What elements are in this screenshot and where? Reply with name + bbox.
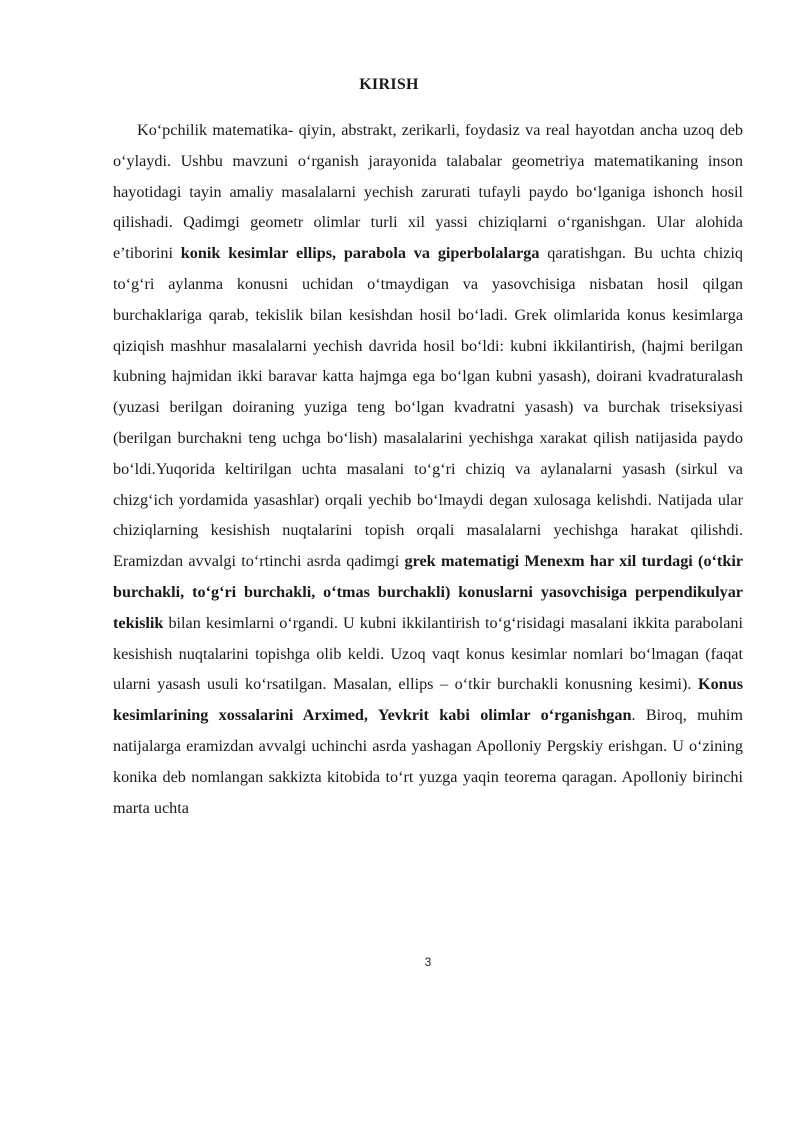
bold-text-run: konik kesimlar ellips, parabola va giperbolalarga: [180, 244, 540, 263]
text-run: qaratishgan. Bu uchta chiziq to‘g‘ri aylanma konusni uchidan o‘tmaydigan va yasovchisiga nisbatan hosil qilgan burchaklariga qarab, tekislik bilan kesishdan hosil bo‘ladi. Grek olimlarida konus kesimlarga qiziqish mashhur masalalarni yechish davrida hosil bo‘ldi: kubni ikkilantirish, (hajmi berilgan kubning hajmidan ikki baravar katta hajmga ega bo‘lgan kubni yasash), doirani kvadraturalash (yuzasi berilgan doiraning yuziga teng bo‘lgan kvadratni yasash) va burchak triseksiyasi (berilgan burchakni teng uchga bo‘lish) masalalarini yechishga xarakat qilish natijasida paydo bo‘ldi.Yuqorida keltirilgan uchta masalani to‘g‘ri chiziq va aylanalarni yasash (sirkul va chizg‘ich yordamida yasashlar) orqali yechib bo‘lmaydi degan xulosaga kelishdi. Natijada ular chiziqlarning kesishish nuqtalarini topish orqali masalalarni yechishga harakat qilishdi. Eramizdan avvalgi to‘rtinchi asrda qadimgi: [113, 244, 743, 571]
section-title: KIRISH: [359, 76, 419, 93]
body-paragraph: [113, 115, 743, 823]
bold-text-run: Konus kesimlarining xossalarini Arximed, Yevkrit kabi olimlar o‘rganishgan: [113, 675, 743, 725]
text-run: Ko‘pchilik matematika- qiyin, abstrakt, zerikarli, foydasiz va real hayotdan ancha uzoq deb o‘ylaydi. Ushbu mavzuni o‘rganish jarayonida talabalar geometriya matematikaning inson hayotidagi tayin amaliy masalalarni yechish zarurati tufayli paydo bo‘lganiga ishonch hosil qilishadi. Qadimgi geometr olimlar turli xil yassi chiziqlarni o‘rganishgan. Ular alohida e’tiborini: [113, 121, 743, 263]
text-run: . Biroq, muhim natijalarga eramizdan avvalgi uchinchi asrda yashagan Apolloniy Pergskiy erishgan. U o‘zining konika deb nomlangan sakkizta kitobida to‘rt yuzga yaqin teorema qaragan. Apolloniy birinchi marta uchta: [113, 706, 743, 817]
bold-text-run: grek matematigi Menexm har xil turdagi (o‘tkir burchakli, to‘g‘ri burchakli, o‘tmas burchakli) konuslarni yasovchisiga perpendikulyar tekislik: [113, 552, 743, 632]
page-number: 3: [424, 955, 432, 969]
text-run: bilan kesimlarni o‘rgandi. U kubni ikkilantirish to‘g‘risidagi masalani ikkita parabolani kesishish nuqtalarini topishga olib keldi. Uzoq vaqt konus kesimlar nomlari bo‘lmagan (faqat ularni yasash usuli ko‘rsatilgan. Masalan, ellips – o‘tkir burchakli konusning kesimi).: [113, 613, 743, 694]
